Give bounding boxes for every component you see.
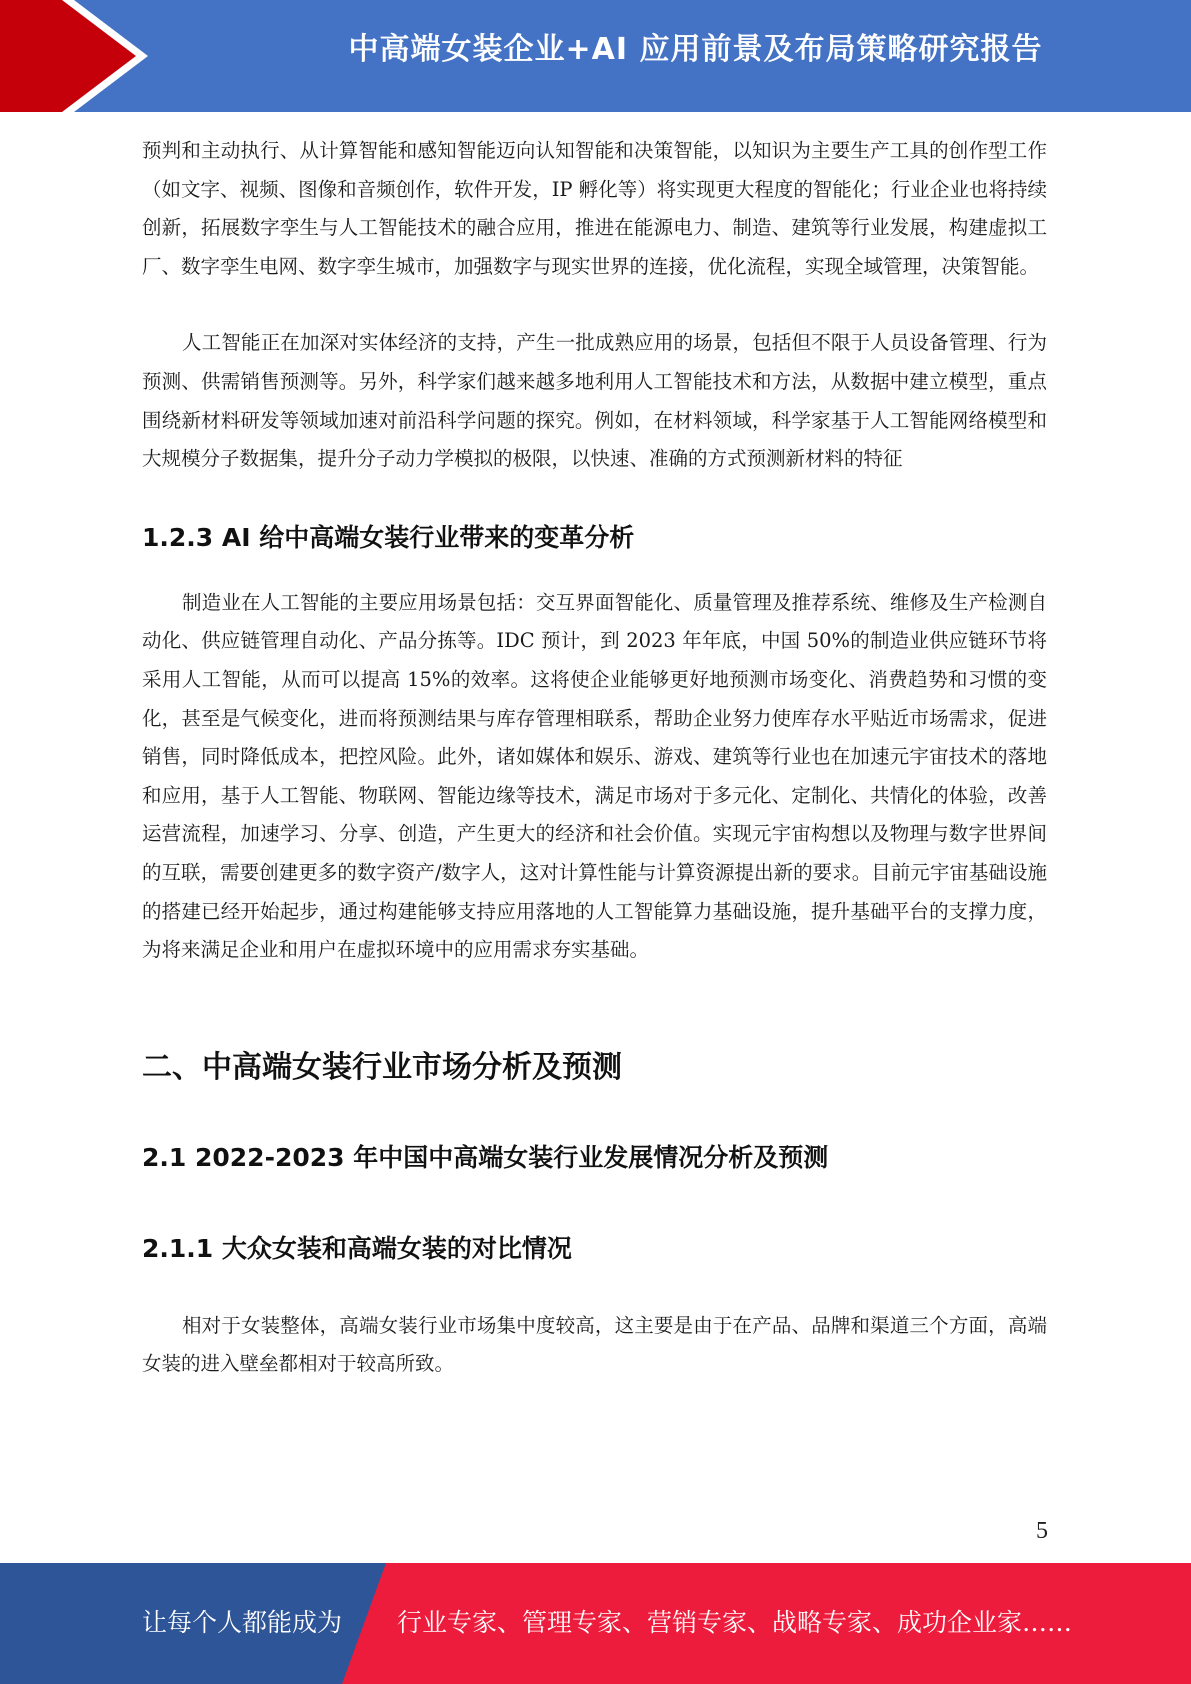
paragraph-ai-smart-work: 预判和主动执行、从计算智能和感知智能迈向认知智能和决策智能，以知识为主要生产工具的创作型工作（如文字、视频、图像和音频创作，软件开发，IP 孵化等）将实现更大程度的智能化；行业企业也将持续创新，拓展数字孪生与人工智能技术的融合应用，推进在能源电力、制造、建筑等行业发展，构建虚拟工厂、数字孪生电网、数字孪生城市，加强数字与现实世界的连接，优化流程，实现全域管理，决策智能。 bbox=[142, 139, 1047, 278]
paragraph-ai-real-economy: 人工智能正在加深对实体经济的支持，产生一批成熟应用的场景，包括但不限于人员设备管理、行为预测、供需销售预测等。另外，科学家们越来越多地利用人工智能技术和方法，从数据中建立模型，重点围绕新材料研发等领域加速对前沿科学问题的探究。例如，在材料领域，科学家基于人工智能网络模型和大规模分子数据集，提升分子动力学模拟的极限，以快速、准确的方式预测新材料的特征 bbox=[142, 331, 1047, 471]
page-header bbox=[0, 0, 1191, 112]
paragraph-high-end-concentration: 相对于女装整体，高端女装行业市场集中度较高，这主要是由于在产品、品牌和渠道三个方面，高端女装的进入壁垒都相对于较高所致。 bbox=[142, 1313, 1047, 1376]
section-heading-2-1-1: 2.1.1 大众女装和高端女装的对比情况 bbox=[142, 1233, 572, 1263]
section-heading-2-1: 2.1 2022-2023 年中国中高端女装行业发展情况分析及预测 bbox=[142, 1142, 829, 1172]
paragraph-manufacturing-ai: 制造业在人工智能的主要应用场景包括：交互界面智能化、质量管理及推荐系统、维修及生产检测自动化、供应链管理自动化、产品分拣等。IDC 预计，到 2023 年年底，中国 50%的制造业供应链环节将采用人工智能，从而可以提高 15%的效率。这将使企业能够更好地预测市场变化、消费趋势和习惯的变化，甚至是气候变化，进而将预测结果与库存管理相联系，帮助企业努力使库存水平贴近市场需求，促进销售，同时降低成本，把控风险。此外，诸如媒体和娱乐、游戏、建筑等行业也在加速元宇宙技术的落地和应用，基于人工智能、物联网、智能边缘等技术，满足市场对于多元化、定制化、共情化的体验，改善运营流程，加速学习、分享、创造，产生更大的经济和社会价值。实现元宇宙构想以及物理与数字世界间的互联，需要创建更多的数字资产/数字人，这对计算性能与计算资源提出新的要求。目前元宇宙基础设施的搭建已经开始起步，通过构建能够支持应用落地的人工智能算力基础设施，提升基础平台的支撑力度，为将来满足企业和用户在虚拟环境中的应用需求夯实基础。 bbox=[142, 590, 1047, 962]
page-number: 5 bbox=[1036, 1518, 1048, 1544]
page-footer bbox=[0, 1563, 1191, 1684]
section-heading-1-2-3: 1.2.3 AI 给中高端女装行业带来的变革分析 bbox=[142, 522, 635, 552]
footer-slogan-left: 让每个人都能成为 bbox=[142, 1608, 343, 1637]
page-body bbox=[142, 132, 1047, 1384]
report-title: 中高端女装企业+AI 应用前景及布局策略研究报告 bbox=[348, 32, 1043, 67]
chapter-heading-2: 二、中高端女装行业市场分析及预测 bbox=[142, 1049, 622, 1085]
footer-slogan-right: 行业专家、管理专家、营销专家、战略专家、成功企业家…… bbox=[397, 1608, 1073, 1637]
